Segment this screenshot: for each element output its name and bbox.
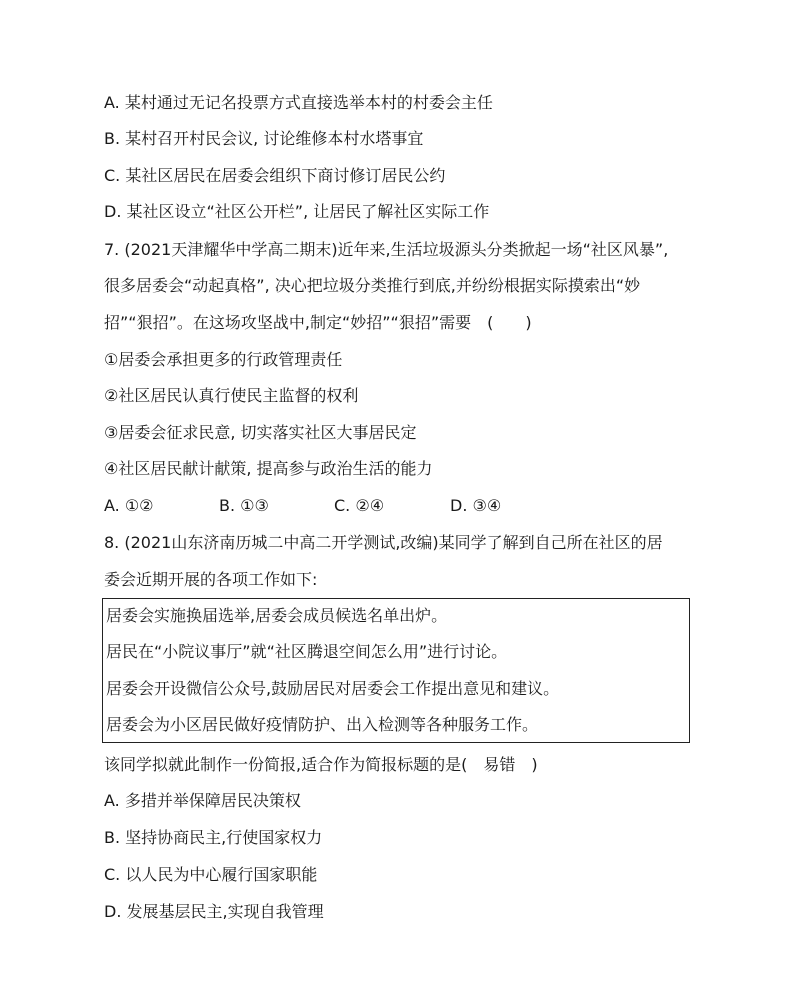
q8-option-c: C. 以人民为中心履行国家职能	[104, 865, 318, 884]
q7-choice-b: B. ①③	[219, 496, 269, 515]
q7-statement-1: ①居委会承担更多的行政管理责任	[104, 350, 343, 369]
q8-option-b: B. 坚持协商民主,行使国家权力	[104, 828, 323, 847]
q6-option-c: C. 某社区居民在居委会组织下商讨修订居民公约	[104, 166, 446, 185]
q6-option-b: B. 某村召开村民会议, 讨论维修本村水塔事宜	[104, 129, 424, 148]
q8-option-a: A. 多措并举保障居民决策权	[104, 791, 301, 810]
q8-option-d: D. 发展基层民主,实现自我管理	[104, 902, 324, 921]
q7-choice-c: C. ②④	[334, 496, 385, 515]
q8-box-item-2: 居民在“小院议事厅”就“社区腾退空间怎么用”进行讨论。	[106, 642, 508, 661]
q7-choice-d: D. ③④	[450, 496, 502, 515]
q8-question: 该同学拟就此制作一份简报,适合作为简报标题的是( 易错 )	[104, 755, 538, 774]
q8-box-item-4: 居委会为小区居民做好疫情防护、出入检测等各种服务工作。	[106, 715, 539, 734]
q8-box-item-1: 居委会实施换届选举,居委会成员候选名单出炉。	[106, 606, 448, 625]
q8-box-item-3: 居委会开设微信公众号,鼓励居民对居委会工作提出意见和建议。	[106, 679, 560, 698]
q8-stem-line-1: 8. (2021山东济南历城二中高二开学测试,改编)某同学了解到自己所在社区的居	[104, 533, 663, 552]
q6-option-a: A. 某村通过无记名投票方式直接选举本村的村委会主任	[104, 93, 493, 112]
q7-stem-line-3: 招”“狠招”。在这场攻坚战中,制定“妙招”“狠招”需要 ( )	[104, 313, 532, 332]
q8-stem-line-2: 委会近期开展的各项工作如下:	[104, 570, 318, 589]
q7-choice-a: A. ①②	[104, 496, 154, 515]
q7-statement-3: ③居委会征求民意, 切实落实社区大事居民定	[104, 423, 417, 442]
q7-statement-2: ②社区居民认真行使民主监督的权利	[104, 386, 359, 405]
q7-stem-line-1: 7. (2021天津耀华中学高二期末)近年来,生活垃圾源头分类掀起一场“社区风暴”,	[104, 240, 669, 259]
q6-option-d: D. 某社区设立“社区公开栏”, 让居民了解社区实际工作	[104, 202, 490, 221]
q8-info-box	[102, 598, 690, 743]
q7-stem-line-2: 很多居委会“动起真格”, 决心把垃圾分类推行到底,并纷纷根据实际摸索出“妙	[104, 276, 641, 295]
q7-statement-4: ④社区居民献计献策, 提高参与政治生活的能力	[104, 459, 433, 478]
